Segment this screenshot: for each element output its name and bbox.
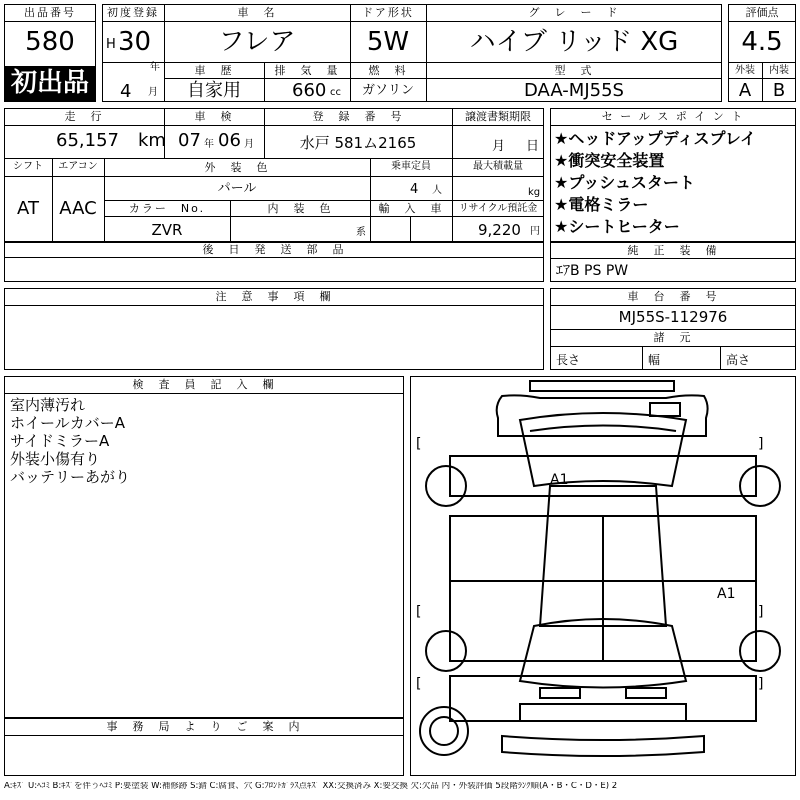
sales-item: ★プッシュスタート (554, 173, 695, 192)
reg-month-unit: 月 (148, 87, 158, 98)
load-label: 最大積載量 (473, 161, 523, 172)
intcolor-unit: 系 (356, 227, 366, 238)
inspect-month: 06 (218, 130, 241, 151)
inspect-year-unit: 年 (204, 139, 214, 150)
recycle-label: リサイクル預託金 (458, 203, 538, 214)
inspector-note: バッテリーあがり (10, 468, 131, 486)
score-value: 4.5 (741, 27, 783, 57)
ac-value: AAC (59, 198, 97, 219)
model-value: DAA-MJ55S (524, 80, 624, 101)
reg-label: 初度登録 (107, 6, 159, 19)
bracket-right: ] (758, 604, 764, 620)
damage-mark-side: A1 (717, 586, 736, 602)
color-label: 外 装 色 (204, 161, 270, 174)
chassis-value: MJ55S-112976 (618, 308, 728, 326)
inspect-month-unit: 月 (244, 139, 254, 150)
inspect-year: 07 (178, 130, 201, 151)
reg-year-unit: 年 (150, 62, 160, 73)
door-value: 5W (366, 27, 410, 57)
sales-item: ★ヘッドアップディスプレイ (554, 129, 757, 148)
later-parts-label: 後 日 発 送 部 品 (202, 243, 346, 256)
inspector-note: サイドミラーA (10, 432, 110, 450)
first-listing-badge: 初出品 (5, 66, 95, 101)
intcolor-label: 内 装 色 (267, 202, 333, 215)
reg-year: 30 (118, 27, 152, 57)
lot-label: 出品番号 (24, 6, 76, 19)
name-label: 車 名 (237, 6, 277, 19)
transfer-label: 譲渡書類期限 (465, 110, 531, 123)
door-label: ドア形状 (362, 6, 414, 19)
details-box (4, 108, 544, 242)
inspect-label: 車 検 (194, 110, 234, 123)
sales-label: セ ー ル ス ポ イ ン ト (601, 110, 745, 123)
seats-value: 4 (410, 182, 419, 197)
score-label: 評価点 (745, 6, 779, 19)
shift-value: AT (17, 198, 39, 219)
sales-item: ★電格ミラー (554, 195, 649, 214)
fuel-label: 燃 料 (368, 64, 408, 77)
seats-unit: 人 (432, 185, 442, 196)
inspector-note: 室内薄汚れ (10, 396, 86, 414)
notes-label: 注 意 事 項 欄 (215, 290, 333, 303)
lot-number: 580 (25, 27, 75, 57)
history-value: 自家用 (187, 80, 241, 101)
equipment-value: ｴｱB PS PW (556, 263, 629, 279)
mileage-value: 65,157 (56, 130, 119, 151)
ext-label: 外装 (735, 65, 755, 76)
sales-item: ★衝突安全装置 (554, 151, 665, 170)
transfer-month-unit: 月 (492, 139, 506, 154)
bracket-right: ] (758, 436, 764, 452)
recycle-value: 9,220 (478, 221, 521, 239)
fuel-value: ガソリン (361, 83, 414, 98)
shift-label: シフト (13, 161, 43, 172)
disp-value: 660 (292, 80, 327, 101)
reg-era: H (106, 37, 116, 52)
car-name: フレア (218, 27, 296, 57)
history-label: 車 歴 (194, 64, 234, 77)
load-unit: kg (528, 187, 541, 198)
bracket-left: [ (416, 604, 422, 620)
car-diagram (410, 376, 796, 776)
disp-unit: cc (330, 87, 341, 98)
mileage-unit: km (138, 130, 166, 151)
spec-label: 諸 元 (653, 331, 693, 344)
ext-grade: A (738, 80, 752, 101)
reg-month: 4 (120, 81, 132, 102)
bracket-left: [ (416, 676, 422, 692)
disp-label: 排 気 量 (274, 64, 340, 77)
seats-label: 乗車定員 (391, 161, 431, 172)
legend-text: A:ｷｽﾞ U:ﾍｺﾐ B:ｷｽﾞを伴うﾍｺﾐ P:要塗装 W:補修跡 S:錆 C:腐食、穴 G:ﾌﾛﾝﾄｶﾞﾗｽ点ｷｽﾞ XX:交換済み X:要交換 欠:欠品 内・外装評価 5段階ﾗﾝｸ順(A・B・C・D・E) 2 (4, 782, 618, 791)
bracket-right: ] (758, 676, 764, 692)
grade-value: ハイブ リッド XG (469, 27, 679, 57)
model-label: 型 式 (554, 64, 594, 77)
plate-label: 登 録 番 号 (312, 110, 404, 123)
colorno-value: ZVR (151, 221, 183, 239)
mileage-label: 走 行 (64, 110, 104, 123)
inspector-note: 外装小傷有り (10, 450, 101, 468)
spec-width: 幅 (648, 353, 661, 367)
transfer-day-unit: 日 (526, 139, 540, 154)
office-label: 事 務 局 よ り ご 案 内 (106, 720, 302, 733)
color-value: パール (217, 181, 257, 196)
spec-length: 長さ (556, 353, 581, 367)
plate-value: 水戸 581ム2165 (299, 134, 417, 152)
int-grade: B (772, 80, 786, 101)
recycle-unit: 円 (530, 226, 540, 237)
sales-item: ★シートヒーター (554, 217, 680, 236)
inspector-label: 検 査 員 記 入 欄 (132, 378, 276, 391)
equipment-label: 純 正 装 備 (627, 244, 719, 257)
grade-label: グ レ ー ド (528, 6, 620, 19)
int-label: 内装 (769, 65, 789, 76)
import-label: 輸 入 車 (378, 202, 444, 215)
damage-mark-roof: A1 (550, 472, 569, 488)
ac-label: エアコン (58, 161, 98, 172)
chassis-label: 車 台 番 号 (627, 290, 719, 303)
inspector-note: ホイールカバーA (10, 414, 125, 432)
colorno-label: カラー No. (128, 202, 206, 215)
spec-height: 高さ (726, 353, 751, 367)
bracket-left: [ (416, 436, 422, 452)
